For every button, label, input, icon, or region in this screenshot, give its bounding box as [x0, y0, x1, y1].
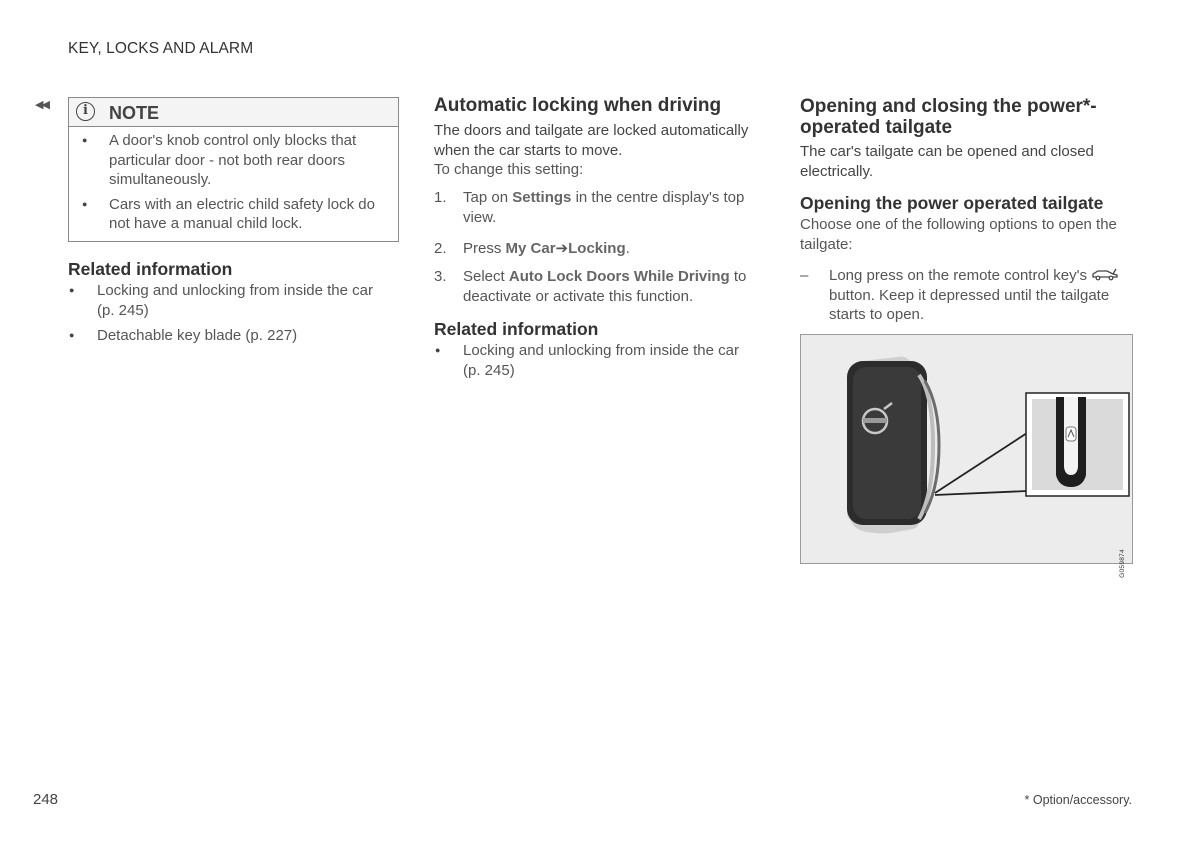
related-info-heading: Related information [68, 259, 233, 279]
related-link[interactable]: ● Detachable key blade (p. 227) [68, 326, 388, 346]
my-car-menu-label: My Car [505, 240, 556, 257]
note-label: NOTE [109, 103, 160, 123]
section-heading-tailgate: Opening and closing the power*-operated tailgate [800, 96, 1097, 138]
step-text: in the centre display's top view. [463, 189, 745, 226]
tailgate-icon [1091, 268, 1119, 281]
note-item: ● A door's knob control only blocks that particular door - not both rear doors simultaneously. [69, 131, 398, 190]
steps-list [434, 188, 764, 227]
step-item [434, 267, 764, 306]
related-info-heading: Related information [434, 319, 599, 339]
related-link[interactable]: ● Locking and unlocking from inside the car (p. 245) [434, 341, 754, 380]
footnote: * Option/accessory. [1024, 793, 1132, 807]
dash-marker: – [800, 267, 809, 284]
note-box [68, 97, 399, 242]
auto-lock-setting-label: Auto Lock Doors While Driving [508, 268, 730, 285]
step-text: Select [463, 268, 509, 285]
step-item [434, 239, 764, 259]
step-text: . [625, 240, 630, 257]
steps-list [434, 239, 764, 259]
step-text: to deactivate or activate this function. [463, 268, 747, 305]
step-number: 3. [434, 268, 447, 285]
key-fob-figure [800, 334, 1133, 578]
figure-code: G059874 [1119, 549, 1126, 578]
note-item: ● Cars with an electric child safety lock do not have a manual child lock. [69, 195, 398, 234]
option-text: button. Keep it depressed until the tailgate starts to open. [829, 286, 1110, 323]
section-title: KEY, LOCKS AND ALARM [68, 40, 254, 57]
note-header [69, 98, 398, 127]
option-text: Long press on the remote control key's [829, 267, 1092, 284]
tailgate-intro: The car's tailgate can be opened and closed electrically. [800, 143, 1094, 180]
steps-list [434, 267, 764, 306]
choose-option-text: Choose one of the following options to open the tailgate: [800, 216, 1117, 253]
note-list [69, 131, 398, 239]
back-arrow-icon[interactable]: ◀◀ [35, 99, 48, 111]
key-fob-illustration [801, 335, 1132, 563]
step-text: Press [463, 240, 506, 257]
change-setting-text: To change this setting: [434, 161, 584, 178]
info-icon: i [76, 102, 95, 121]
step-text: Tap on [463, 189, 513, 206]
page-number: 248 [33, 791, 59, 808]
related-link[interactable]: ● Locking and unlocking from inside the car (p. 245) [68, 281, 388, 320]
step-number: 2. [434, 240, 447, 257]
arrow-right-icon: ➔ [555, 240, 569, 257]
step-number: 1. [434, 189, 447, 206]
settings-menu-label: Settings [512, 189, 572, 206]
option-item [800, 266, 1144, 325]
subheading-opening-tailgate: Opening the power operated tailgate [800, 193, 1104, 213]
related-info-list [68, 281, 388, 352]
locking-menu-label: Locking [568, 240, 626, 257]
auto-locking-intro: The doors and tailgate are locked automatically when the car starts to move. [434, 122, 749, 159]
section-heading-auto-locking: Automatic locking when driving [434, 95, 722, 116]
related-info-list [434, 341, 754, 386]
step-item [434, 188, 764, 227]
